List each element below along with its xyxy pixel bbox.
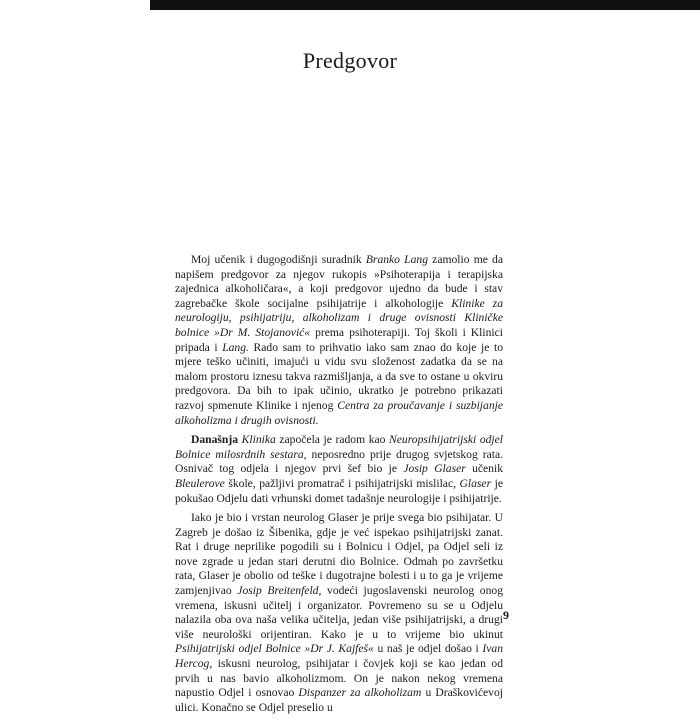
- text-run: Rado sam to prihvatio iako sam znao do koje je to mjere teško učiniti, imajući u vidu svu složenost zadatka da se na malom prostoru iznesu takva razmišljanja, a da sve to ostane u okviru predgovora. Da bih to ipak učinio, ukratko je potrebno prikazati razvoj spmenute Klinike i njenog: [175, 340, 503, 412]
- text-run: u Draškovićevoj ulici. Konačno se Odjel preselio u: [175, 686, 503, 714]
- text-run: Današnja: [191, 433, 239, 447]
- text-run: Psihijatrijski odjel Bolnice »Dr J. Kajfeš«: [175, 642, 374, 656]
- text-run: Glaser: [459, 476, 492, 490]
- text-run: Branko Lang: [365, 253, 428, 266]
- text-run: započela je radom kao: [275, 433, 390, 447]
- text-run: Bleulerove: [175, 476, 225, 490]
- text-run: Dispanzer za alkoholizam: [298, 686, 422, 700]
- text-run: Neuropsihijatrijski odjel Bolnice milosrdnih sestara,: [175, 433, 503, 461]
- book-page: [175, 18, 525, 714]
- text-run: Lang.: [222, 340, 249, 354]
- text-run: Josip Glaser: [403, 462, 466, 476]
- text-run: učenik: [465, 462, 503, 476]
- text-run: prema psihoterapiji. Toj školi i Klinici pripada i: [175, 325, 503, 354]
- text-run: neposredno prije drugog svjetskog rata. Osnivač tog odjela i njegov prvi šef bio je: [175, 447, 503, 476]
- text-run: škole, pažljivi promatrač i psihijatrijski mislilac,: [224, 476, 460, 490]
- paragraph: [175, 511, 503, 715]
- page-title: Predgovor: [302, 48, 398, 73]
- text-run: iskusni neurolog, psihijatar i čovjek koji se kao jedan od prvih u nas bavio alkoholizmom. On je nakon nekog vremena napustio Odjel i osnovao: [175, 657, 503, 700]
- paragraph: [175, 253, 503, 428]
- text-run: Klinike za neurologiju, psihijatriju, alkoholizam i druge ovisnosti Kliničke bolnice »Dr M. Stojanović«: [175, 296, 503, 339]
- text-run: Centra za proučavanje i suzbijanje alkoholizma i drugih ovisnosti.: [175, 398, 503, 427]
- text-run: Josip Breitenfeld,: [237, 584, 322, 598]
- text-run: Klinika: [241, 433, 276, 447]
- text-run: je pokušao Odjelu dati vrhunski domet tadašnje neurologije i psihijatrije.: [175, 476, 504, 505]
- text-run: Moj učenik i dugogodišnji suradnik: [191, 253, 366, 266]
- text-run: u naš je odjel došao i: [373, 642, 483, 656]
- top-edge-shadow: [150, 0, 700, 10]
- paragraph: [175, 433, 503, 506]
- page-number: 9: [503, 608, 509, 622]
- text-run: Ivan Hercog,: [175, 642, 503, 671]
- text-run: zamolio me da napišem predgovor za njegov rukopis »Psihoterapija i terapijska zajednica alkoholičara«, a koji predgovor ujedno da bude i stav zagrebačke škole socijalne psihijatrije i alkohologije: [175, 253, 503, 310]
- text-run: vodeći jugoslavenski neurolog onog vremena, iskusni učitelj i organizator. Povremeno su se u Odjelu nalazila oba ova naša velika učitelja, jedan više psihijatrijski, a drugi više neurološki orijentiran. Kako je u to vrijeme bio ukinut: [175, 584, 503, 641]
- body-text: [175, 253, 503, 720]
- text-run: Iako je bio i vrstan neurolog Glaser je prije svega bio psihijatar. U Zagreb je došao iz Šibenika, gdje je već ispekao psihijatrijski zanat. Rat i druge neprilike pogodili su i Bolnicu i Odjel, pa Odjel seli iz nove zgrade u jedan stari derutni dio Bolnice. Odmah po završetku rata, Glaser je obolio od teške i dugotrajne bolesti i u to ga je vrijeme zamjenjivao: [175, 511, 503, 598]
